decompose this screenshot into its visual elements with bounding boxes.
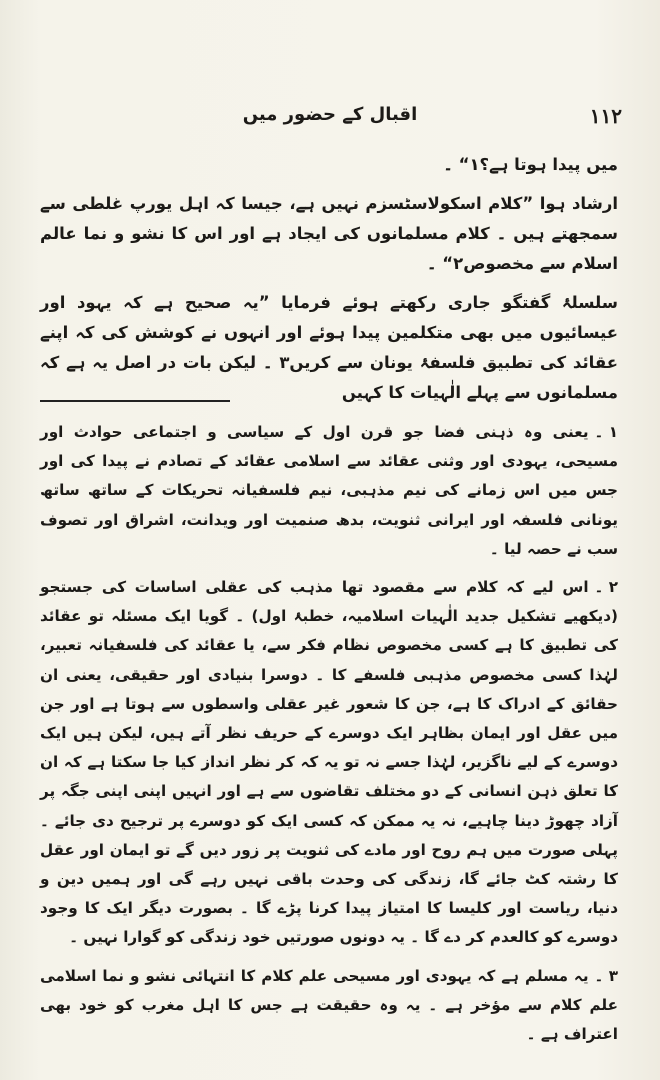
body-paragraph: سلسلۂ گفتگو جاری رکھتے ہوئے فرمایا ”یہ صحیح ہے کہ یہود اور عیسائیوں میں بھی متکلمین پیدا ہوئے اور انہوں نے کوشش کی کہ اپنے عقائد کی تطبیق فلسفۂ یونان سے کریں۳ ۔ لیکن بات در اصل یہ ہے کہ مسلمانوں سے پہلے الٰہیات کا کہیں — [40, 293, 618, 402]
footnote-text: یہ مسلم ہے کہ یہودی اور مسیحی علم کلام کا انتہائی نشو و نما اسلامی علم کلام سے مؤخر ہے ۔ یہ وہ حقیقت ہے جس کا اہل مغرب کو خود بھی اعتراف ہے ۔ — [40, 966, 618, 1044]
footnote-separator — [40, 400, 230, 402]
footnotes — [40, 418, 618, 1058]
footnote-number: ۲ ۔ — [594, 578, 618, 597]
main-text — [40, 150, 618, 417]
page-header — [38, 104, 622, 134]
footnote-text: اس لیے کہ کلام سے مقصود تھا مذہب کی عقلی اساسات کی جستجو (دیکھیے تشکیل جدید الٰہیات اسلامیہ، خطبۂ اول) ۔ گویا ایک مسئلہ تو عقائد کی تطبیق کا ہے کسی مخصوص نظام فکر سے، یا عقائد کی فلسفیانہ تعبیر، لہٰذا کسی مخصوص مذہبی فلسفے کا ۔ دوسرا بنیادی اور حقیقی، یعنی ان حقائق کے ادراک کا ہے، جن کا شعور غیر عقلی واسطوں سے ہوتا ہے اور جن میں عقل اور ایمان بظاہر ایک دوسرے کے حریف نظر آتے ہیں، لیکن ہیں ایک دوسرے کے لیے ناگزیر، لہٰذا جسے نہ تو یہ کہ کر نظر انداز کیا جا سکتا ہے کہ ان کا تعلق ذہن انسانی کے دو مختلف تقاضوں سے ہے اور انہیں اپنی اپنی جگہ پر آزاد چھوڑ دینا چاہیے، نہ یہ ممکن کہ کسی ایک کو دوسرے پر ترجیح دی جائے ۔ پہلی صورت میں ہم روح اور مادے کی ثنویت پر زور دیں گے تو ایمان اور عقل کا رشتہ کٹ جائے گا، زندگی کی وحدت باقی نہیں رہے گی اور ہمیں دین و دنیا، ریاست اور کلیسا کا امتیاز پیدا کرنا پڑے گا ۔ بصورت دیگر ایک کا وجود دوسرے کو کالعدم کر دے گا ۔ یہ دونوں صورتیں خود زندگی کو گوارا نہیں ۔ — [40, 578, 618, 947]
footnote — [40, 573, 618, 953]
body-paragraph: ارشاد ہوا ”کلام اسکولاسٹسزم نہیں ہے، جیسا کہ اہل یورپ غلطی سے سمجھتے ہیں ۔ کلام مسلمانوں کی ایجاد ہے اور اس کا نشو و نما عالم اسلام سے مخصوص۲“ ۔ — [40, 194, 618, 273]
footnote — [40, 418, 618, 564]
footnote-text: یعنی وہ ذہنی فضا جو قرن اول کے سیاسی و اجتماعی حوادث اور مسیحی، یہودی اور وثنی عقائد سے اسلامی عقائد کے تصادم نے پیدا کی اور جس میں اس زمانے کی نیم مذہبی، نیم فلسفیانہ تحریکات کے ساتھ ساتھ یونانی فلسفہ اور ایرانی ثنویت، بدھ صنمیت اور ویدانت، اشراق اور تصوف سب نے حصہ لیا ۔ — [40, 423, 618, 558]
footnote-number: ۳ ۔ — [594, 966, 618, 985]
running-title: اقبال کے حضور میں — [242, 104, 418, 125]
body-paragraph: میں پیدا ہوتا ہے؟۱“ ۔ — [443, 155, 618, 174]
footnote-number: ۱ ۔ — [594, 423, 618, 441]
footnote — [40, 962, 618, 1050]
page-number: ١١٢ — [589, 104, 622, 128]
